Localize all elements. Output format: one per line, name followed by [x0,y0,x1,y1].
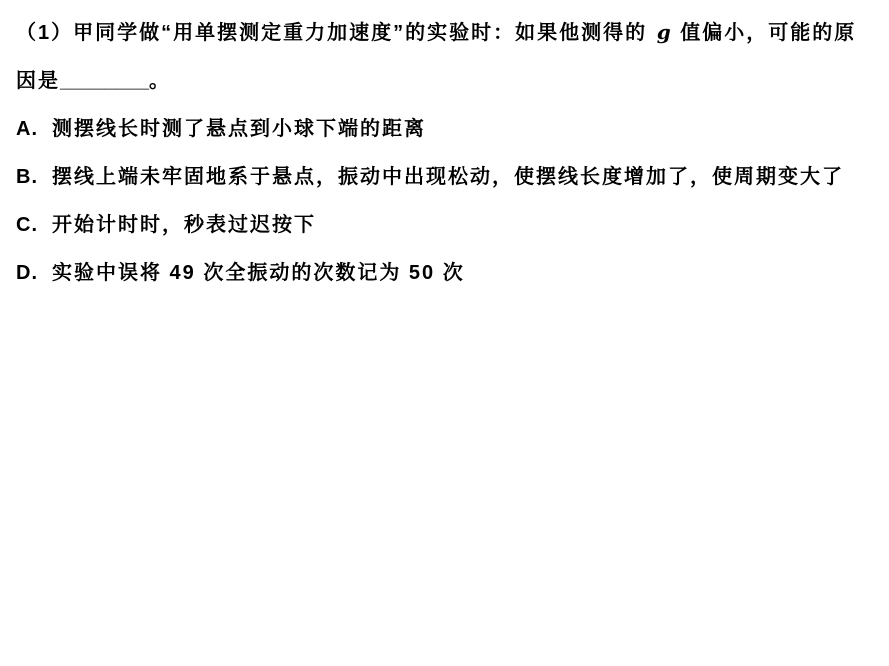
option-b-label: B. [16,166,38,188]
option-d [16,249,873,297]
option-a-text: 测摆线长时测了悬点到小球下端的距离 [52,118,426,140]
option-d-text: 实验中误将 49 次全振动的次数记为 50 次 [52,262,465,284]
question-number: （1） [16,22,74,44]
stem-text-part2: 值偏小，可能的原 [672,22,857,44]
stem-line2-prefix: 因是 [16,70,60,92]
option-c [16,201,873,249]
stem-line2-period: 。 [148,70,171,92]
variable-g: g [656,20,671,44]
stem-text-part1: 甲同学做“用单摆测定重力加速度”的实验时：如果他测得的 [73,22,655,44]
option-c-text: 开始计时时，秒表过迟按下 [52,214,316,236]
option-d-label: D. [16,262,38,284]
question-stem-line-1 [16,8,873,57]
option-c-label: C. [16,214,38,236]
option-a [16,105,873,153]
question-stem-line-2 [16,57,873,105]
option-b-text: 摆线上端未牢固地系于悬点，振动中出现松动，使摆线长度增加了，使周期变大了 [52,166,844,188]
option-a-label: A. [16,118,38,140]
answer-blank: ________ [60,70,149,92]
option-b [16,153,873,201]
